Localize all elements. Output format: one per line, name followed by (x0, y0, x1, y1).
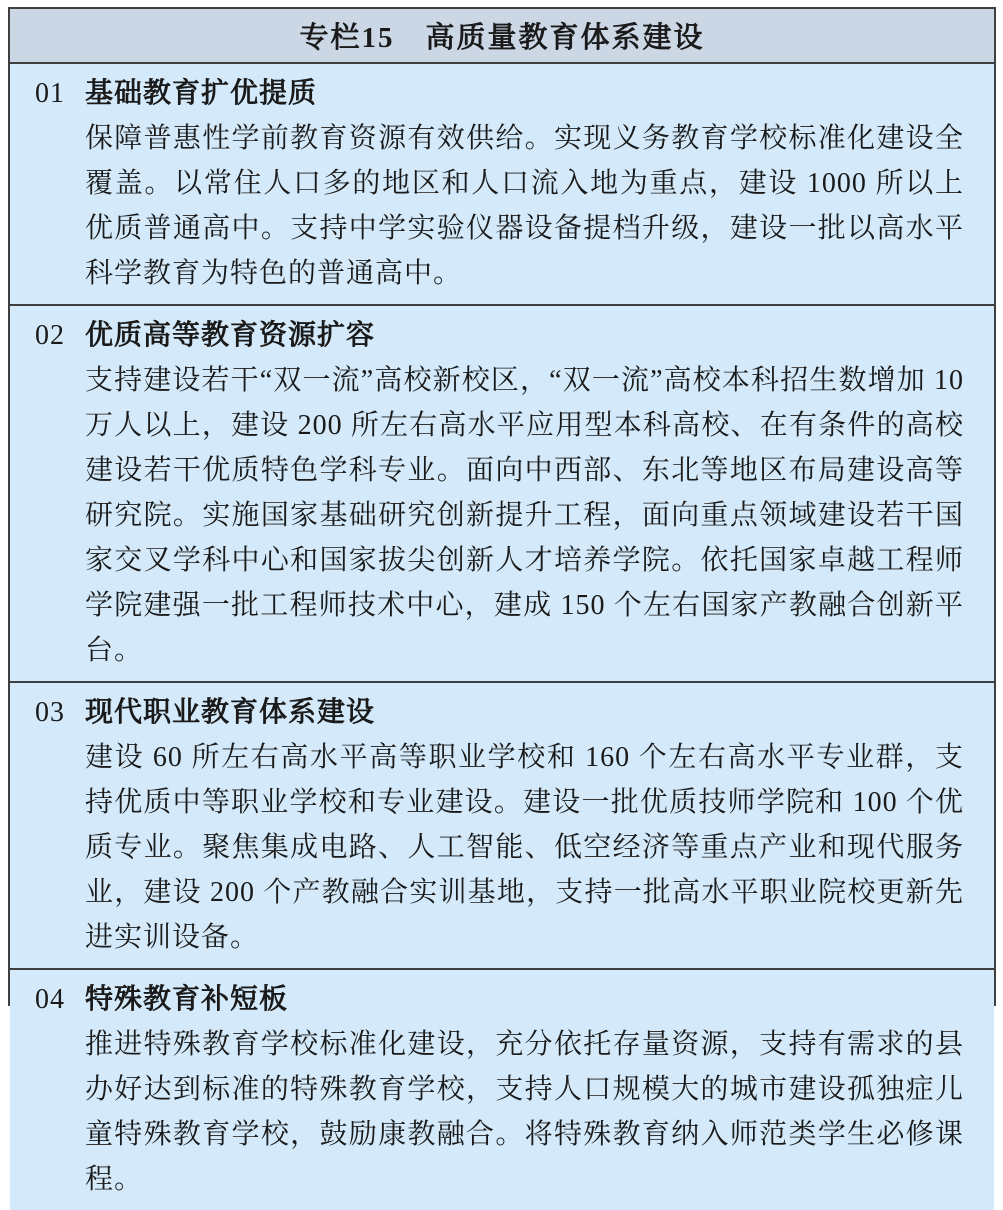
section-number: 01 (35, 78, 65, 109)
panel-header (10, 9, 994, 64)
section-heading: 特殊教育补短板 (85, 984, 289, 1015)
section-number: 02 (35, 320, 65, 351)
section-02-header (10, 313, 994, 358)
section-heading: 基础教育扩优提质 (85, 78, 318, 109)
section-number: 03 (35, 697, 65, 728)
section-body-text: 支持建设若干“双一流”高校新校区，“双一流”高校本科招生数增加 10 万人以上，建设 200 所左右高水平应用型本科高校、在有条件的高校建设若干优质特色学科专业。面向中西部、东北等地区布局建设高等研究院。实施国家基础研究创新提升工程，面向重点领域建设若干国家交叉学科中心和国家拔尖创新人才培养学院。依托国家卓越工程师学院建强一批工程师技术中心，建成 150 个左右国家产教融合创新平台。 (85, 365, 964, 666)
section-body-text: 建设 60 所左右高水平高等职业学校和 160 个左右高水平专业群，支持优质中等职业学校和专业建设。建设一批优质技师学院和 100 个优质专业。聚焦集成电路、人工智能、低空经济等重点产业和现代服务业，建设 200 个产教融合实训基地，支持一批高水平职业院校更新先进实训设备。 (85, 742, 964, 953)
section-01 (10, 64, 994, 304)
section-01-header (10, 71, 994, 116)
section-03 (10, 681, 994, 968)
section-heading: 优质高等教育资源扩容 (85, 320, 376, 351)
section-body-text: 推进特殊教育学校标准化建设，充分依托存量资源，支持有需求的县办好达到标准的特殊教育学校，支持人口规模大的城市建设孤独症儿童特殊教育学校，鼓励康教融合。将特殊教育纳入师范类学生必修课程。 (85, 1029, 964, 1195)
column-box-panel (8, 7, 996, 1195)
section-02 (10, 304, 994, 681)
section-03-header (10, 690, 994, 735)
section-04-header (10, 977, 994, 1022)
section-04 (10, 968, 994, 1210)
section-body-text: 保障普惠性学前教育资源有效供给。实现义务教育学校标准化建设全覆盖。以常住人口多的地区和人口流入地为重点，建设 1000 所以上优质普通高中。支持中学实验仪器设备提档升级，建设一批以高水平科学教育为特色的普通高中。 (85, 123, 964, 289)
panel-title: 专栏15 高质量教育体系建设 (299, 22, 705, 54)
section-number: 04 (35, 984, 65, 1015)
section-heading: 现代职业教育体系建设 (85, 697, 376, 728)
